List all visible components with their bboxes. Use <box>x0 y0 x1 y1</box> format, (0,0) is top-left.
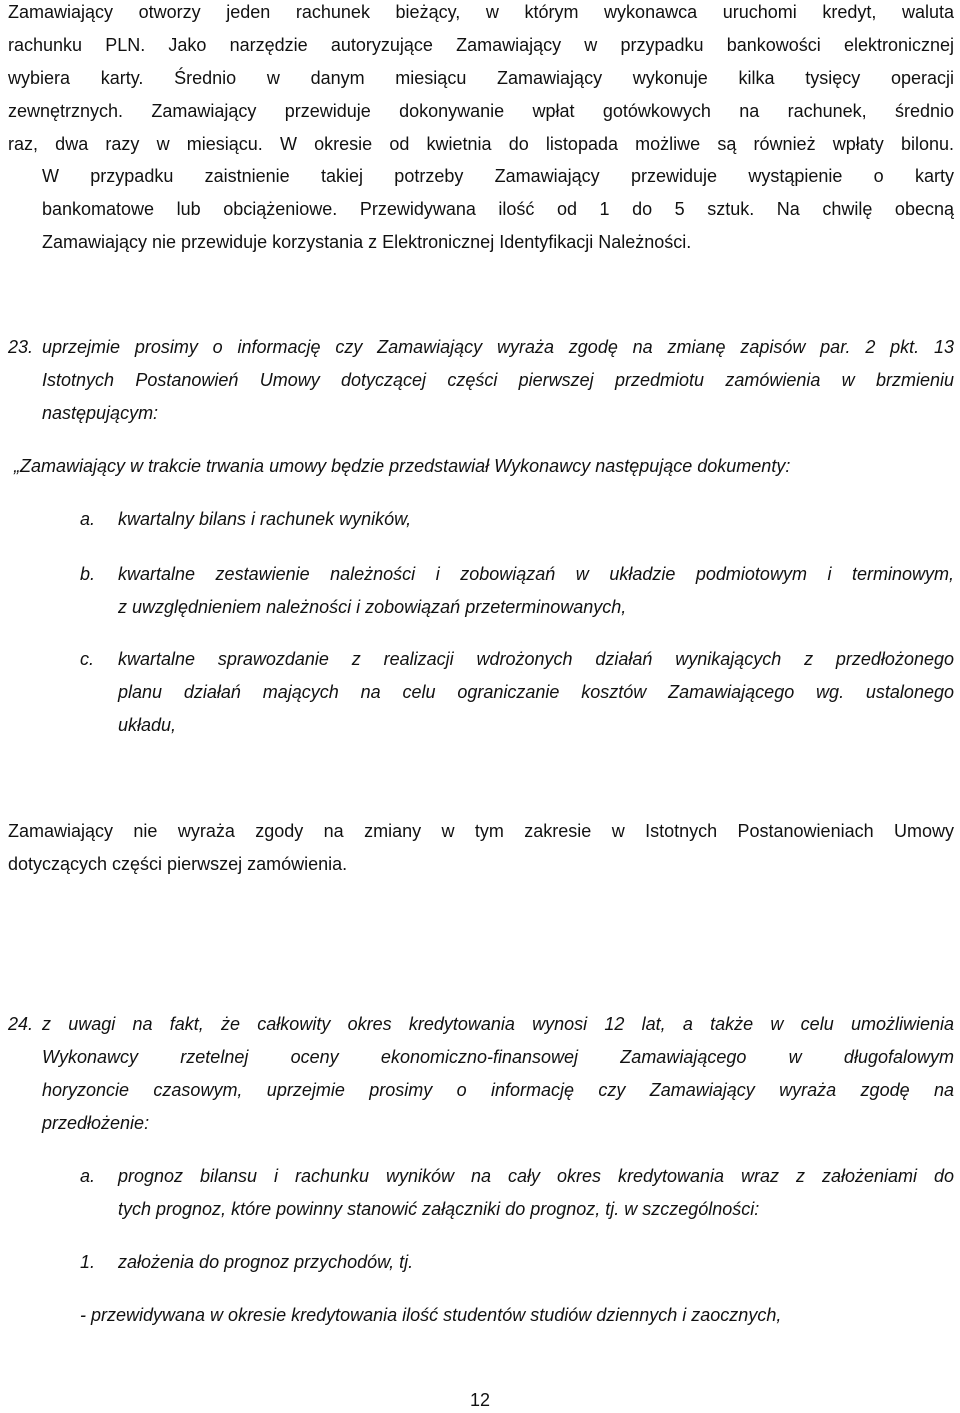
intro-line: raz, dwa razy w miesiącu. W okresie od kwietnia do listopada możliwe są również wpłaty bilonu. <box>8 134 954 154</box>
question-line: przedłożenie: <box>42 1113 150 1133</box>
list-marker: a. <box>80 1166 96 1186</box>
question-line: uprzejmie prosimy o informację czy Zamawiający wyraża zgodę na zmianę zapisów par. 2 pkt. 13 <box>42 337 954 357</box>
question-line: z uwagi na fakt, że całkowity okres kredytowania wynosi 12 lat, a także w celu umożliwienia <box>42 1014 954 1034</box>
intro-line: W przypadku zaistnienie takiej potrzeby Zamawiający przewiduje wystąpienie o karty <box>42 166 954 186</box>
quoted-clause: „Zamawiający w trakcie trwania umowy będzie przedstawiał Wykonawcy następujące dokumenty: <box>14 456 791 476</box>
page-number: 12 <box>469 1390 491 1410</box>
list-marker: c. <box>80 649 95 669</box>
question-line: następującym: <box>42 403 159 423</box>
list-item: planu działań mających na celu ograniczanie kosztów Zamawiającego wg. ustalonego <box>118 682 954 702</box>
intro-line: Zamawiający nie przewiduje korzystania z Elektronicznej Identyfikacji Należności. <box>42 232 692 252</box>
intro-line: bankomatowe lub obciążeniowe. Przewidywana ilość od 1 do 5 sztuk. Na chwilę obecną <box>42 199 954 219</box>
sublist-item: założenia do prognoz przychodów, tj. <box>118 1252 414 1272</box>
intro-line: rachunku PLN. Jako narzędzie autoryzujące Zamawiający w przypadku bankowości elektronicznej <box>8 35 954 55</box>
list-item: z uwzględnieniem należności i zobowiązań przeterminowanych, <box>118 597 627 617</box>
sublist-marker: 1. <box>80 1252 96 1272</box>
list-item: tych prognoz, które powinny stanowić załączniki do prognoz, tj. w szczególności: <box>118 1199 760 1219</box>
question-line: horyzoncie czasowym, uprzejmie prosimy o informację czy Zamawiający wyraża zgodę na <box>42 1080 954 1100</box>
list-item: kwartalne zestawienie należności i zobowiązań w układzie podmiotowym i terminowym, <box>118 564 954 584</box>
question-number: 24. <box>8 1014 34 1034</box>
answer-line: Zamawiający nie wyraża zgody na zmiany w tym zakresie w Istotnych Postanowieniach Umowy <box>8 821 954 841</box>
intro-line: zewnętrznych. Zamawiający przewiduje dokonywanie wpłat gotówkowych na rachunek, średnio <box>8 101 954 121</box>
list-item: kwartalny bilans i rachunek wyników, <box>118 509 412 529</box>
list-item: prognoz bilansu i rachunku wyników na cały okres kredytowania wraz z założeniami do <box>118 1166 954 1186</box>
question-line: Istotnych Postanowień Umowy dotyczącej części pierwszej przedmiotu zamówienia w brzmieniu <box>42 370 954 390</box>
list-marker: b. <box>80 564 96 584</box>
intro-line: wybiera karty. Średnio w danym miesiącu Zamawiający wykonuje kilka tysięcy operacji <box>8 68 954 88</box>
list-item: kwartalne sprawozdanie z realizacji wdrożonych działań wynikających z przedłożonego <box>118 649 954 669</box>
list-marker: a. <box>80 509 96 529</box>
question-line: Wykonawcy rzetelnej oceny ekonomiczno-finansowej Zamawiającego w długofalowym <box>42 1047 954 1067</box>
dash-item: - przewidywana w okresie kredytowania ilość studentów studiów dziennych i zaocznych, <box>80 1305 782 1325</box>
list-item: układu, <box>118 715 177 735</box>
intro-line: Zamawiający otworzy jeden rachunek bieżący, w którym wykonawca uruchomi kredyt, waluta <box>8 2 954 22</box>
answer-line: dotyczących części pierwszej zamówienia. <box>8 854 348 874</box>
question-number: 23. <box>8 337 34 357</box>
